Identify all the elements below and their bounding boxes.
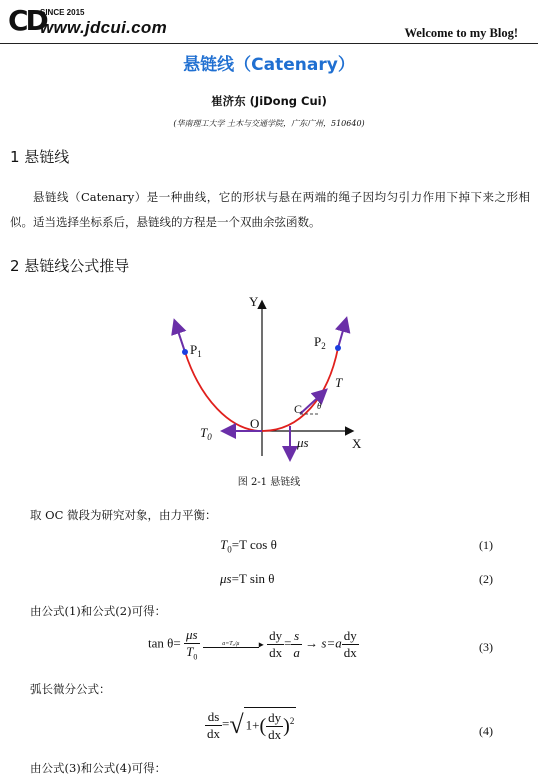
y-axis-label: Y	[249, 294, 259, 309]
body-line-3: 弧长微分公式：	[30, 682, 111, 696]
welcome-text: Welcome to my Blog!	[404, 26, 518, 40]
t0-label: $T_0$	[200, 425, 212, 442]
logo-since: SINCE 2015	[40, 8, 85, 17]
equation-number-1: (1)	[479, 538, 493, 552]
equation-4: $\frac{ds}{dx}$ =√ 1+( $\frac{dy}{dx}$ )$^2$	[207, 708, 295, 742]
p2-tension-arrow	[338, 320, 346, 348]
section-heading-2: 2 悬链线公式推导	[10, 257, 130, 275]
section-paragraph-1: 悬链线（Catenary）是一种曲线，它的形状与悬在两端的绳子因均匀引力作用下掉下来之形相似。适当选择坐标系后，悬链线的方程是一个双曲余弦函数。	[10, 190, 530, 229]
equation-number-3: (3)	[479, 640, 493, 654]
logo-url: www.jdcui.com	[40, 18, 168, 37]
equation-1: $T_0=T$ cos θ	[220, 537, 277, 555]
point-p2	[335, 345, 341, 351]
site-logo[interactable]	[8, 6, 208, 40]
body-line-1: 取 OC 微段为研究对象，由力平衡：	[30, 508, 217, 522]
logo-mark: CD	[8, 4, 46, 37]
figure-caption: 图 2-1 悬链线	[237, 477, 301, 488]
body-line-4: 由公式(3)和公式(4)可得：	[30, 761, 167, 775]
section-heading-1: 1 悬链线	[10, 148, 70, 166]
point-p1	[182, 349, 188, 355]
mus-label: μs	[297, 435, 309, 450]
paper-author: 崔济东 (JiDong Cui)	[211, 94, 327, 108]
paper-title: 悬链线（Catenary）	[183, 55, 355, 75]
paper-affiliation: (华南理工大学 土木与交通学院，广东广州，510640)	[173, 119, 365, 128]
body-line-2: 由公式(1)和公式(2)可得：	[30, 604, 167, 618]
p1-tension-arrow	[175, 322, 185, 352]
p2-label: $P_2$	[314, 334, 326, 351]
theta-label: θ	[317, 401, 322, 411]
catenary-figure	[160, 288, 380, 466]
origin-label: O	[250, 416, 260, 431]
equation-number-4: (4)	[479, 724, 493, 738]
header-divider	[0, 43, 538, 44]
p1-label: $P_1$	[190, 342, 202, 359]
t-label: T	[335, 375, 343, 390]
equation-2: μs=T sin θ	[220, 571, 275, 586]
c-label: C	[294, 402, 303, 416]
equation-number-2: (2)	[479, 572, 493, 586]
x-axis-label: X	[352, 436, 362, 451]
equation-3: tan θ= $\frac{\mu s}{T_0}$ a=T₀/μ ▸ $\frac{dy}{dx}$ = $\frac{s}{a}$ → s=a $\frac{dy}{dx}$	[148, 627, 357, 662]
